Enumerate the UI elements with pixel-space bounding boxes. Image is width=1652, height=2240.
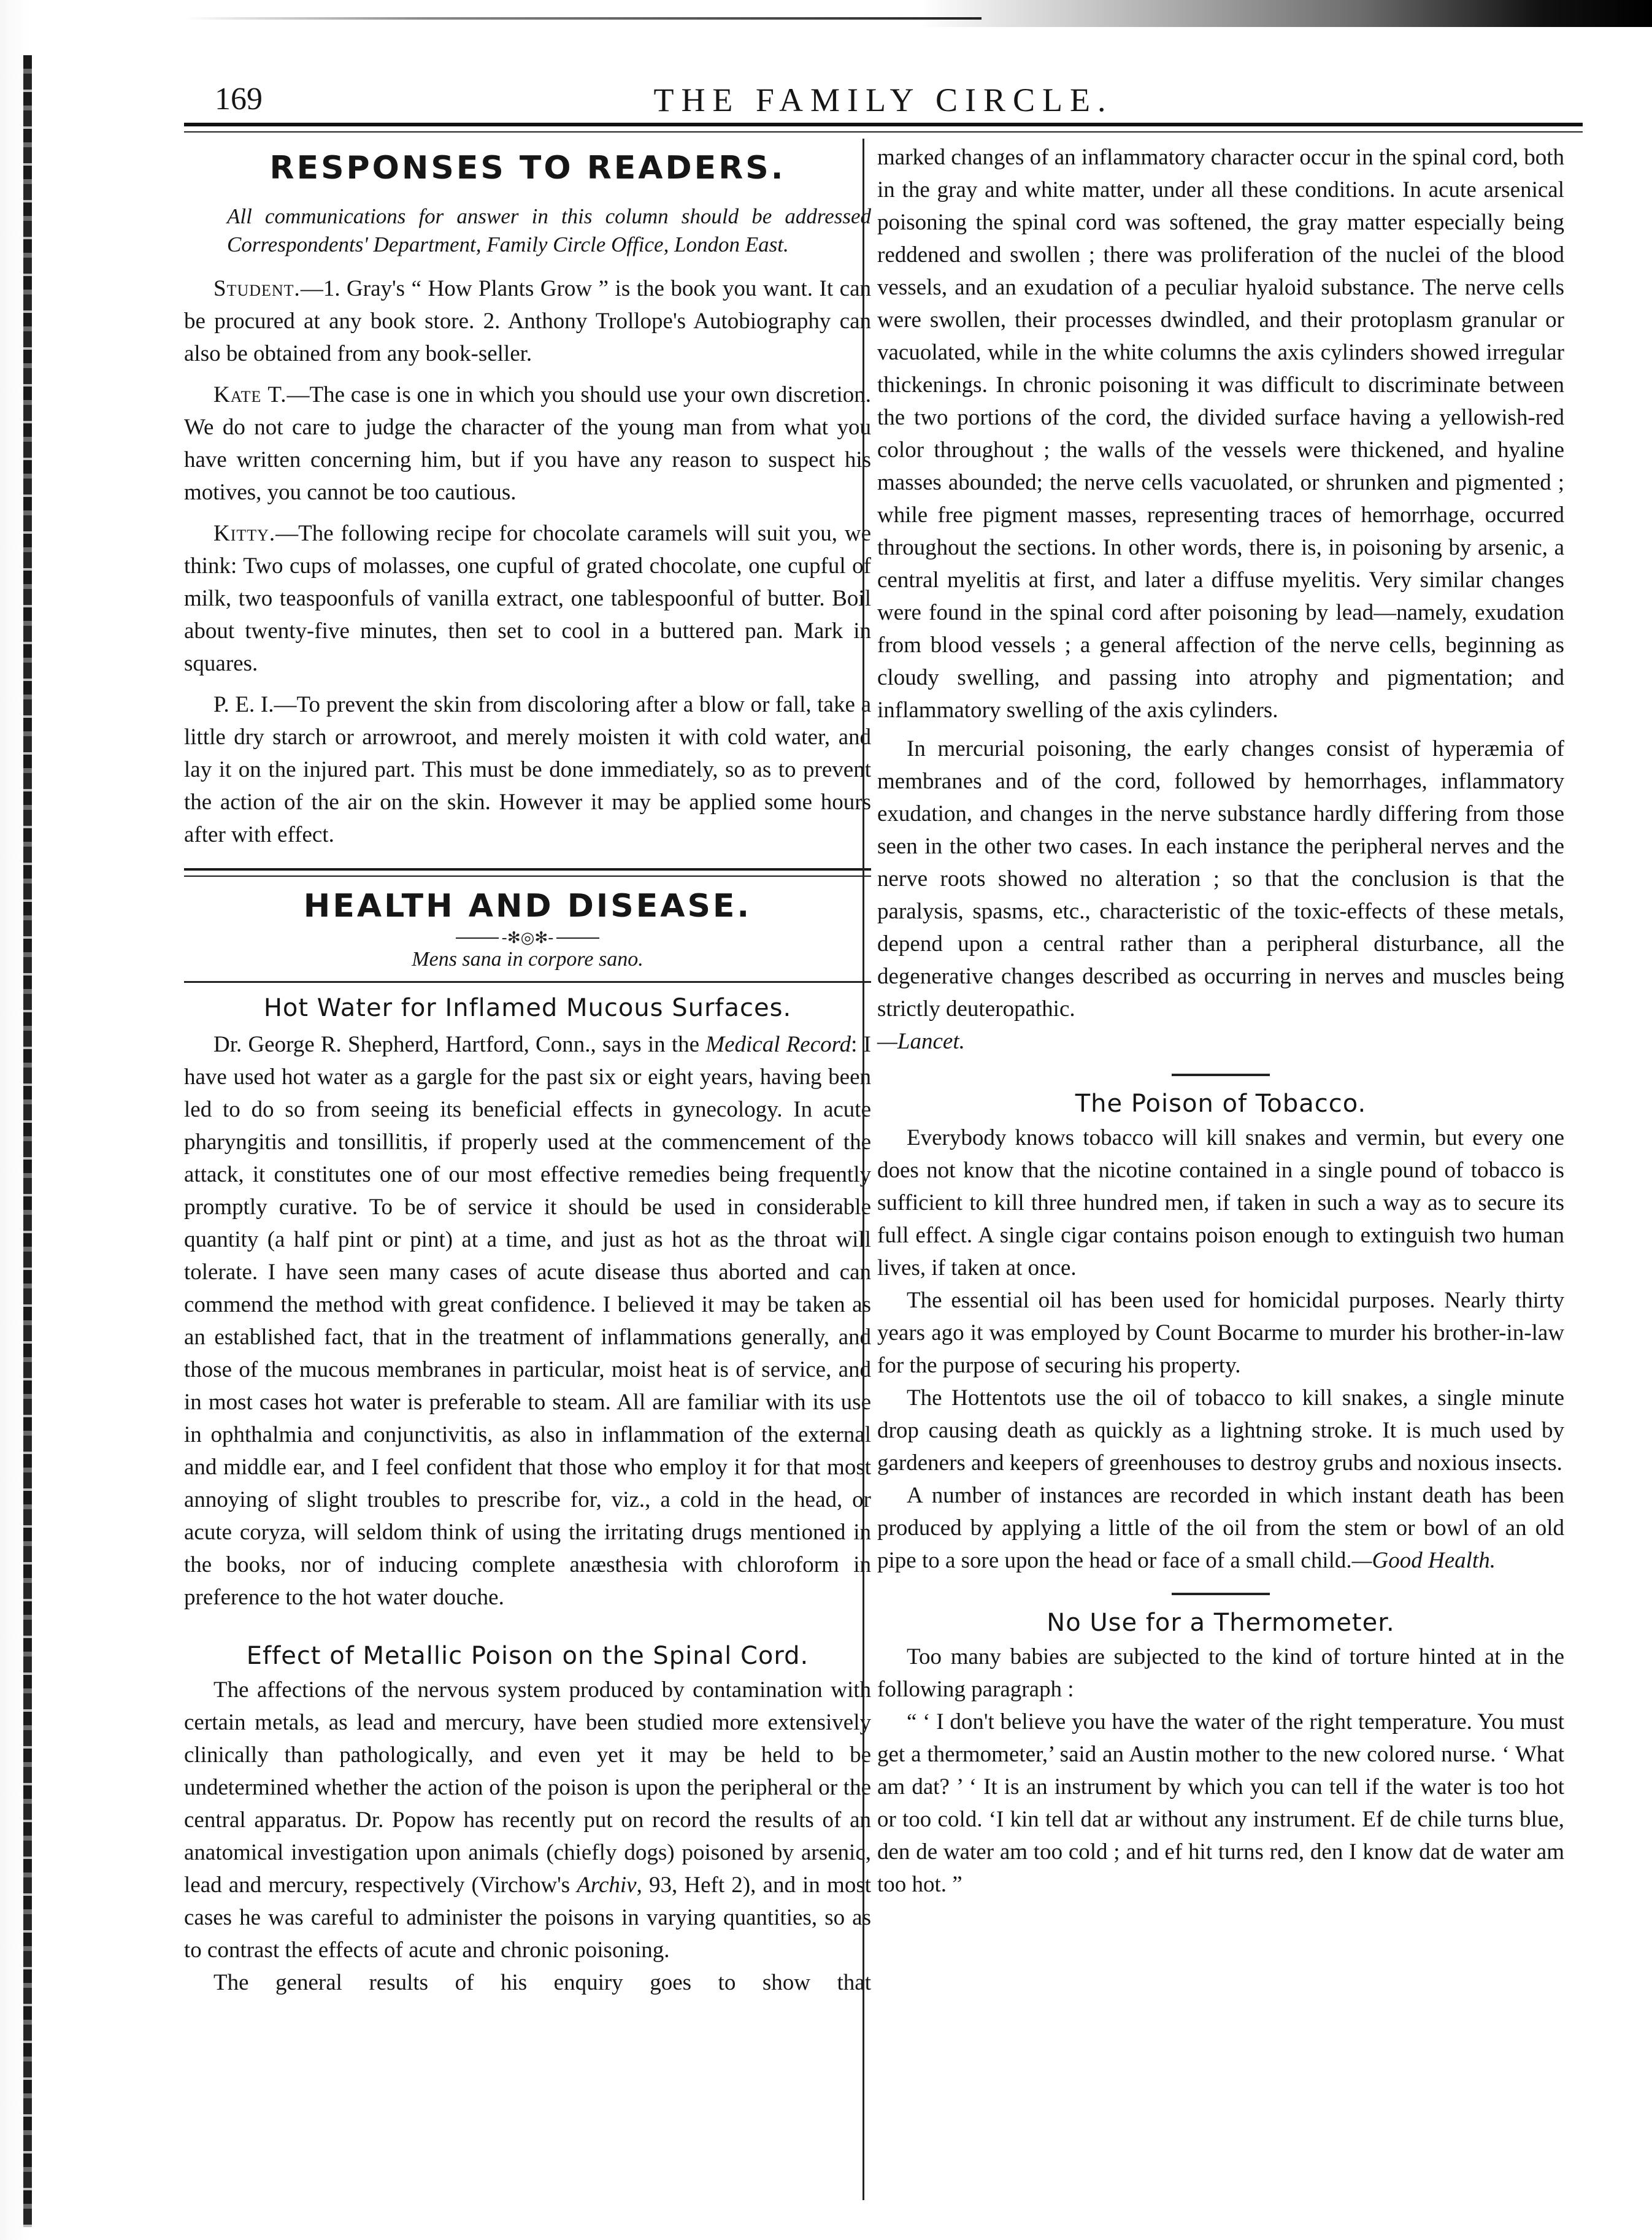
response-name: Kate T. [213,382,287,407]
article-title-metallic: Effect of Metallic Poison on the Spinal Cord. [246,1642,809,1670]
header-rule-thick [184,123,1583,126]
article-paragraph: “ ‘ I don't believe you have the water of the right temperature. You must get a thermometer,’ said an Austin mother to the new colored nurse. ‘ What am dat? ’ ‘ It is an instrument by which you can tell if the water is too hot or too cold. ‘I kin tell dat ar without any instrument. Ef de chile turns blue, den de water am too cold ; and ef hit turns red, den I know dat de water am too hot. ” [877,1709,1564,1897]
scan-edge-shadow [920,0,1652,27]
response-entry [184,517,871,680]
right-column [877,139,1564,2200]
article-body: : I have used hot water as a gargle for the past six or eight years, having been led to do so from seeing its beneficial effects in gynecology. In acute pharyngitis and tonsillitis, if properly used at the commencement of the attack, it constitutes one of our most effective remedies being frequently promptly curative. To be of service it should be used in considerable quantity (a half pint or pint) at a time, and just as hot as the throat will tolerate. I have seen many cases of acute disease thus aborted and can commend the method with great confidence. I believed it may be taken as an established fact, that in the treatment of inflammations generally, and those of the mucous membranes in particular, moist heat is of service, and in most cases hot water is preferable to steam. All are familiar with its use in ophthalmia and conjunctivitis, as also in inflammation of the external and middle ear, and I feel confident that those who employ it for that most annoying of slight troubles to prescribe for, viz., a cold in the head, or acute coryza, will seldom think of using the irritating drugs mentioned in the books, nor of inducing complete anæsthesia with chloroform in preference to the hot water douche. [184,1032,871,1610]
response-name: Kitty. [213,521,276,546]
article-paragraph: The general results of his enquiry goes to show that [213,1970,871,1995]
responses-title: RESPONSES TO READERS. [269,150,786,187]
response-name: Student. [213,276,301,301]
response-text: —1. Gray's “ How Plants Grow ” is the book you want. It can be procured at any book store. 2. Anthony Trollope's Autobiography can also be obtained from any book-seller. [184,276,871,366]
article-body: The affections of the nervous system produced by contamination with certain metals, as lead and mercury, have been studied more extensively clinically than pathologically, and even yet it may be held to be undetermined whether the action of the poison is upon the peripheral or the central apparatus. Dr. Popow has recently put on record the results of an anatomical investigation upon animals (chiefly dogs) poisoned by arsenic, lead and mercury, respectively (Virchow's [184,1677,871,1898]
article-body: A number of instances are recorded in which instant death has been produced by applying a little of the oil from the stem or bowl of an old pipe to a sore upon the head or face of a small child. [877,1483,1564,1573]
response-entry [184,688,871,851]
article-paragraph [877,733,1564,1058]
response-text: —To prevent the skin from discoloring after a blow or fall, take a little dry starch or arrowroot, and merely moisten it with cold water, and lay it on the injured part. This must be done immediately, so as to prevent the action of the air on the skin. However it may be applied some hours after with effect. [184,692,872,847]
fleuron-icon: -✻◎✻- [501,929,554,947]
citation: —Lancet. [877,1029,965,1054]
journal-title: THE FAMILY CIRCLE. [653,82,1113,118]
article-paragraph [184,1028,871,1614]
book-spine-shadow [23,55,32,2227]
article-paragraph: marked changes of an inflammatory character occur in the spinal cord, both in the gray and white matter, under all these conditions. In acute arsenical poisoning the spinal cord was softened, the gray matter especially being reddened and swollen ; there was proliferation of the nuclei of the blood vessels, and an exudation of a peculiar hyaloid substance. The nerve cells were swollen, their processes dwindled, and their protoplasm granular or vacuolated, while in the white columns the axis cylinders showed irregular thickenings. In chronic poisoning it was difficult to discriminate between the two portions of the cord, the divided surface having a yellowish-red color throughout ; the walls of the vessels were thickened, and hyaline masses abounded; the nerve cells vacuolated, or shrunken and pigmented ; while free pigment masses, representing traces of hemorrhage, occurred throughout the sections. In other words, there is, in poisoning by arsenic, a central myelitis at first, and later a diffuse myelitis. Very similar changes were found in the spinal cord after poisoning by lead—namely, exudation from blood vessels ; a general affection of the nerve cells, beginning as cloudy swelling, and passing into atrophy and pigmentation; and inflammatory swelling of the axis cylinders. [877,145,1564,723]
article-title-thermometer: No Use for a Thermometer. [1047,1609,1395,1637]
responses-intro: All communications for answer in this column should be addressed Correspondents' Department, Family Circle Office, London East. [227,204,871,256]
citation: Archiv [577,1872,637,1898]
article-paragraph [877,1479,1564,1577]
ornament-line [556,937,599,939]
article-body: , 93, Heft 2), and in most cases he was careful to administer the poisons in varying quantities, so as to contrast the effects of acute and chronic poisoning. [184,1872,871,1963]
article-rule [1172,1593,1270,1595]
article-paragraph: The Hottentots use the oil of tobacco to kill snakes, a single minute drop causing death as quickly as a lightning stroke. It is much used by gardeners and keepers of greenhouses to destroy grubs and noxious insects. [877,1385,1564,1476]
ornament [184,931,871,945]
citation: Medical Record [705,1032,851,1057]
response-text: —The case is one in which you should use your own discretion. We do not care to judge the character of the young man from what you have written concerning him, but if you have any reason to suspect his motives, you cannot be too cautious. [184,382,871,505]
article-title-tobacco: The Poison of Tobacco. [1075,1090,1367,1118]
response-entry [184,272,871,370]
article-body: In mercurial poisoning, the early changes consist of hyperæmia of membranes and of the cord, followed by hemorrhages, inflammatory exudation, and changes in the nerve substance hardly differing from those seen in the other two cases. In each instance the peripheral nerves and the nerve roots showed no alteration ; so that the conclusion is that the paralysis, spasms, etc., characteristic of the toxic-effects of these metals, depend upon a central rather than a peripheral disturbance, all the degenerative changes described as occurring in nerves and muscles being strictly deuteropathic. [877,736,1564,1022]
response-name: P. E. I. [213,692,274,717]
article-spacer [184,1614,871,1642]
article-paragraph: Everybody knows tobacco will kill snakes and vermin, but every one does not know that the nicotine contained in a single pound of tobacco is sufficient to kill three hundred men, if taken in such a way as to secure its full effect. A single cigar contains poison enough to extinguish two human lives, if taken at once. [877,1125,1564,1280]
article-paragraph: The essential oil has been used for homicidal purposes. Nearly thirty years ago it was employed by Count Bocarme to murder his brother-in-law for the purpose of securing his property. [877,1288,1564,1378]
article-lead: Dr. George R. Shepherd, Hartford, Conn., says in the [213,1032,706,1057]
article-rule [1172,1074,1270,1076]
article-paragraph [184,1674,871,1966]
article-title-hot-water: Hot Water for Inflamed Mucous Surfaces. [263,994,792,1022]
article-paragraph: Too many babies are subjected to the kind of torture hinted at in the following paragraph : [877,1644,1564,1702]
section-rule-thin [184,876,871,877]
response-text: —The following recipe for chocolate caramels will suit you, we think: Two cups of molasses, one cupful of grated chocolate, one cupful of milk, two teaspoonfuls of vanilla extract, one tablespoonful of butter. Boil about twenty-five minutes, then set to cool in a buttered pan. Mark in squares. [184,521,871,676]
health-title: HEALTH AND DISEASE. [303,888,752,925]
ornament-line [456,937,499,939]
section-rule-thick [184,868,871,871]
header-rule-thin [184,131,1583,133]
scan-edge-line [184,17,982,20]
citation: —Good Health. [1351,1548,1496,1573]
page-number: 169 [215,82,263,117]
response-entry [184,379,871,509]
health-motto: Mens sana in corpore sano. [412,948,644,971]
column-divider [862,139,864,2200]
left-column [184,139,871,2200]
motto-rule [184,981,871,983]
